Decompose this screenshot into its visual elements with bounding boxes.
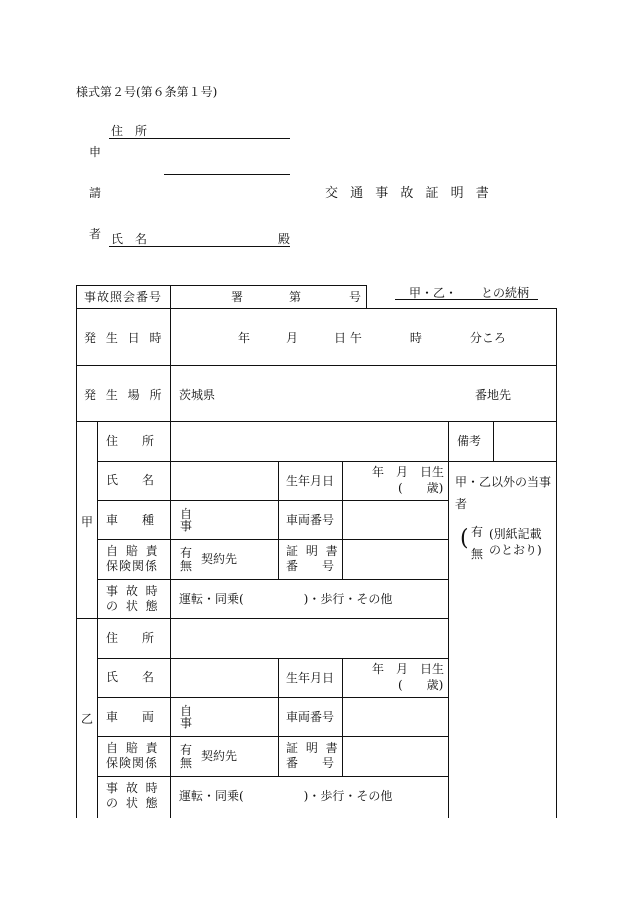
remarks-opt-1[interactable]: 有	[471, 525, 484, 539]
document-title: 交 通 事 故 証 明 書	[325, 186, 493, 201]
party-b-row4-bottom	[97, 776, 449, 777]
party-b-row2-bottom	[97, 697, 449, 698]
party-a-birth-left	[278, 461, 279, 579]
party-a-vehicle-opt-1[interactable]: 自	[180, 507, 193, 521]
table-left-border	[76, 308, 77, 818]
field-label-divider	[170, 421, 171, 818]
party-b-state-text[interactable]: 運転・同乗( )・歩行・その他	[179, 789, 393, 803]
party-b-insurance-label-2: 保険関係	[106, 756, 159, 770]
party-label-divider	[97, 421, 98, 818]
relation-text: 甲・乙・ との続柄	[409, 286, 530, 300]
date-divider	[170, 308, 171, 365]
date-row-bottom	[76, 365, 557, 366]
remarks-opt-2[interactable]: 無	[471, 547, 484, 561]
party-a-label: 甲	[81, 515, 94, 529]
go-label: 号	[349, 290, 362, 304]
applicant-address-label: 住 所	[111, 124, 148, 138]
party-a-birth-right	[342, 461, 343, 579]
occurrence-date-value[interactable]: 年 月 日 午 時 分ころ	[238, 331, 506, 345]
remarks-note-2: のとおり)	[489, 543, 542, 557]
party-a-plate-label: 車両番号	[286, 513, 335, 527]
accident-ref-label: 事故照会番号	[84, 290, 163, 304]
remarks-header-bottom	[448, 461, 557, 462]
party-b-contract-label: 契約先	[201, 749, 238, 763]
applicant-name-label: 氏 名	[111, 232, 148, 246]
party-ab-divider	[76, 618, 449, 619]
party-b-certificate-label-2: 番 号	[286, 756, 335, 770]
party-a-state-label-1: 事 故 時	[106, 584, 160, 598]
party-a-insurance-opt-1[interactable]: 有	[180, 546, 193, 560]
applicant-char-2: 請	[89, 186, 102, 200]
remarks-divider	[448, 421, 449, 818]
applicant-char-3: 者	[89, 227, 102, 241]
party-a-vehicle-type-label: 車 種	[106, 513, 155, 527]
party-a-row2-bottom	[97, 500, 449, 501]
party-b-birth-line1: 年 月 日生	[372, 662, 445, 676]
remarks-label: 備考	[457, 434, 482, 448]
occurrence-date-label: 発 生 日 時	[84, 331, 165, 345]
party-b-name-label: 氏 名	[106, 670, 155, 684]
place-row-bottom	[76, 421, 557, 422]
party-a-name-label: 氏 名	[106, 473, 155, 487]
party-b-address-label: 住 所	[106, 631, 155, 645]
party-b-state-label-2: の 状 態	[106, 796, 160, 810]
applicant-honorific: 殿	[278, 232, 291, 246]
party-a-birth-line2: ( 歳)	[398, 481, 444, 495]
party-a-contract-label: 契約先	[201, 552, 238, 566]
party-b-row3-bottom	[97, 736, 449, 737]
prefecture-text: 茨城県	[179, 388, 216, 402]
party-b-birth-label: 生年月日	[286, 671, 335, 685]
place-divider	[170, 365, 171, 421]
applicant-address-line-1[interactable]	[109, 138, 290, 139]
party-b-vehicle-opt-1[interactable]: 自	[180, 704, 193, 718]
table-top-border	[76, 308, 557, 309]
party-b-insurance-opt-2[interactable]: 無	[180, 756, 193, 770]
applicant-address-line-2[interactable]	[164, 174, 290, 175]
party-b-state-label-1: 事 故 時	[106, 781, 160, 795]
party-b-row1-bottom	[97, 658, 449, 659]
party-a-insurance-opt-2[interactable]: 無	[180, 559, 193, 573]
relation-underline[interactable]	[395, 299, 538, 300]
station-label: 署	[231, 290, 244, 304]
party-a-row4-bottom	[97, 579, 449, 580]
party-a-certificate-label-1: 証 明 書	[286, 544, 340, 558]
table-right-border	[556, 308, 557, 818]
party-b-birth-line2: ( 歳)	[398, 678, 444, 692]
party-b-label: 乙	[81, 712, 94, 726]
applicant-name-line[interactable]	[109, 246, 290, 247]
party-b-insurance-label-1: 自 賠 責	[106, 741, 160, 755]
occurrence-place-label: 発 生 場 所	[84, 388, 165, 402]
remarks-brace: (	[460, 526, 469, 551]
party-a-row3-bottom	[97, 539, 449, 540]
party-b-plate-label: 車両番号	[286, 710, 335, 724]
party-a-birth-label: 生年月日	[286, 474, 335, 488]
other-parties-text-1: 甲・乙以外の当事	[455, 475, 552, 489]
party-b-vehicle-opt-2[interactable]: 事	[180, 716, 193, 730]
party-a-state-text[interactable]: 運転・同乗( )・歩行・その他	[179, 592, 393, 606]
party-a-state-label-2: の 状 態	[106, 599, 160, 613]
party-a-vehicle-opt-2[interactable]: 事	[180, 519, 193, 533]
applicant-char-1: 申	[89, 145, 102, 159]
party-a-address-label: 住 所	[106, 434, 155, 448]
party-b-birth-left	[278, 658, 279, 776]
banchi-text: 番地先	[475, 388, 512, 402]
party-a-row1-bottom	[97, 461, 449, 462]
party-a-birth-line1: 年 月 日生	[372, 465, 445, 479]
remarks-label-divider	[493, 421, 494, 461]
party-b-vehicle-label: 車 両	[106, 710, 155, 724]
party-b-insurance-opt-1[interactable]: 有	[180, 743, 193, 757]
party-b-birth-right	[342, 658, 343, 776]
party-b-certificate-label-1: 証 明 書	[286, 741, 340, 755]
party-a-certificate-label-2: 番 号	[286, 559, 335, 573]
remarks-note-1: (別紙記載	[489, 527, 542, 541]
other-parties-text-2: 者	[455, 497, 468, 511]
party-a-insurance-label-2: 保険関係	[106, 559, 159, 573]
accident-ref-number-cell[interactable]	[170, 285, 367, 309]
party-a-insurance-label-1: 自 賠 責	[106, 544, 160, 558]
form-number: 様式第２号(第６条第１号)	[76, 85, 218, 99]
dai-label: 第	[289, 290, 302, 304]
